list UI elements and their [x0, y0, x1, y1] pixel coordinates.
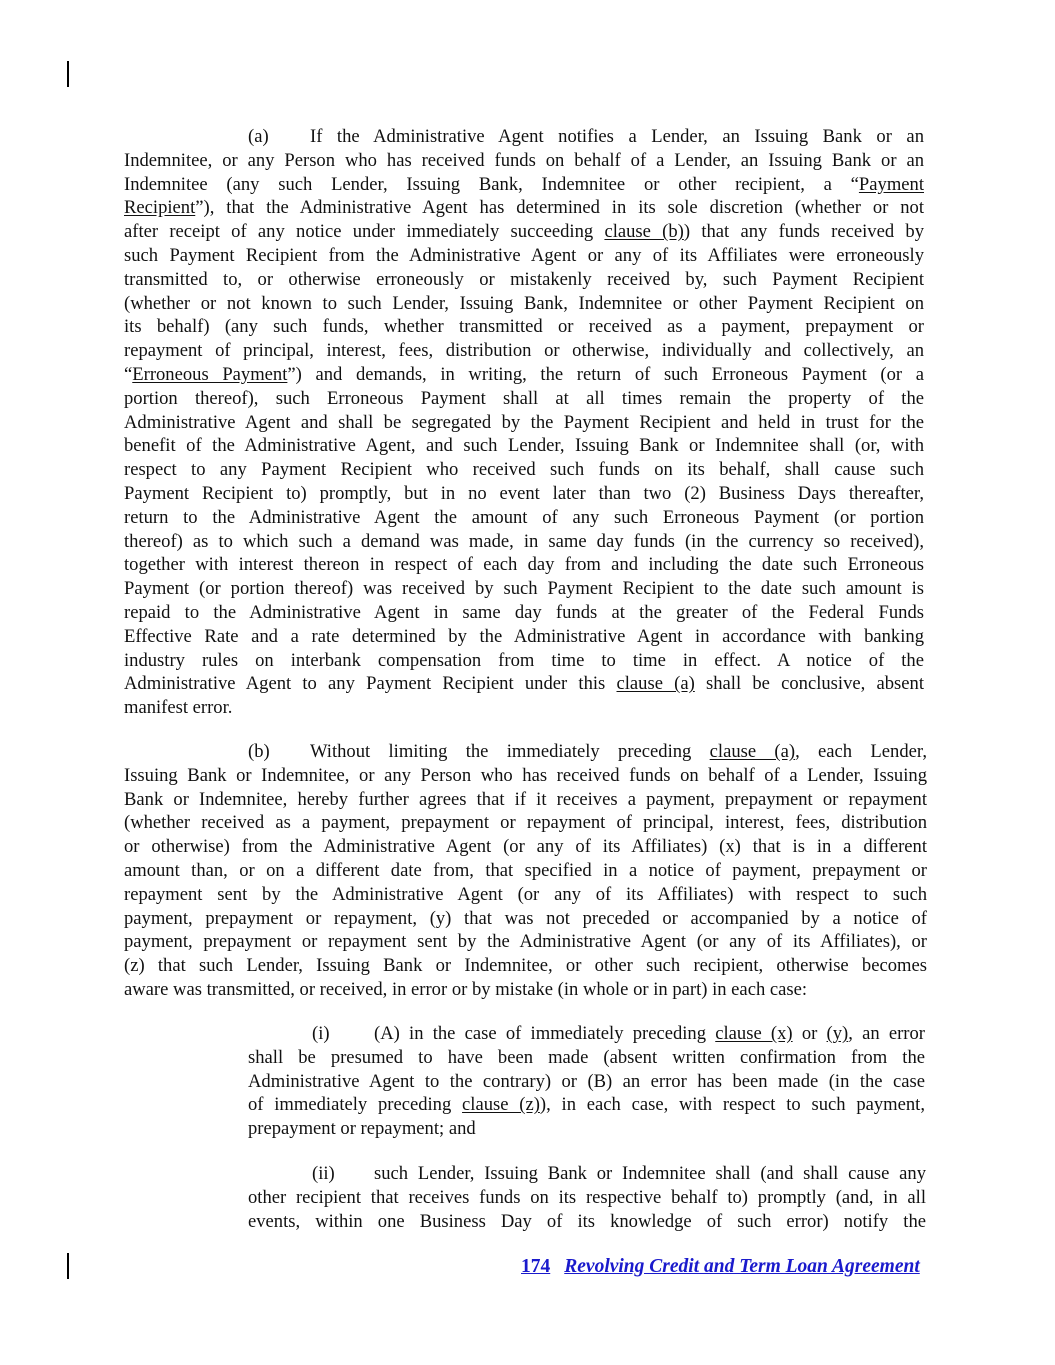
text: portion thereof), such Erroneous Payment shall at all times remain the property of the [124, 387, 924, 409]
text: , an error [848, 1023, 925, 1044]
text: payment, prepayment or repayment, (y) that was not preceded or accompanied by a notice of [124, 907, 927, 929]
para-a-line [124, 149, 924, 173]
text: (z) that such Lender, Issuing Bank or Indemnitee, or other such recipient, otherwise becomes [124, 955, 927, 977]
clause-reference: clause (a) [616, 673, 695, 695]
text: of immediately preceding [248, 1094, 463, 1116]
para-b-line [124, 954, 927, 978]
clause-reference: (y) [826, 1023, 849, 1044]
clause-reference: clause (z) [462, 1094, 540, 1116]
para-ii-label: (ii) [312, 1163, 335, 1184]
para-a-line [124, 125, 924, 149]
text: or otherwise) from the Administrative Agent (or any of its Affiliates) (x) that is in a different [124, 836, 927, 858]
text: ), in each case, with respect to such payment, [539, 1094, 925, 1116]
text: Payment Recipient to) promptly, but in no event later than two (2) Business Days thereafter, [124, 482, 924, 504]
para-a-line [124, 601, 924, 625]
subparagraph-ii [248, 1162, 926, 1233]
para-b-line [124, 859, 927, 883]
para-a-line [124, 506, 924, 530]
para-i-line [248, 1117, 925, 1141]
text: repayment of principal, interest, fees, distribution or otherwise, individually and collectively, an [124, 340, 924, 362]
para-a-line [124, 387, 924, 411]
text: transmitted to, or otherwise erroneously or mistakenly received by, such Payment Recipient [124, 268, 924, 290]
text: Indemnitee (any such Lender, Issuing Bank, Indemnitee or other recipient, a “ [124, 173, 859, 195]
para-b-label: (b) [248, 741, 270, 762]
para-a-line [124, 434, 924, 458]
para-a-line [124, 292, 924, 316]
clause-reference: clause (x) [715, 1023, 793, 1044]
text: ”), that the Administrative Agent has determined in its sole discretion (whether or not [195, 197, 924, 219]
text: thereof) as to which such a demand was made, in same day funds (in the currency so received), [124, 530, 924, 552]
text: benefit of the Administrative Agent, and such Lender, Issuing Bank or Indemnitee shall (or, with [124, 435, 924, 457]
para-a-line [124, 315, 924, 339]
para-b-line [124, 883, 927, 907]
defined-term: Payment [858, 173, 924, 195]
para-i-line [248, 1093, 925, 1117]
document-title-link[interactable]: Revolving Credit and Term Loan Agreement [564, 1256, 920, 1277]
para-a-line [124, 363, 924, 387]
text: repaid to the Administrative Agent in same day funds at the greater of the Federal Funds [124, 601, 924, 623]
para-a-line [124, 196, 924, 220]
text: (A) in the case of immediately preceding [374, 1023, 716, 1044]
para-a-line [124, 482, 924, 506]
text: Administrative Agent and shall be segregated by the Payment Recipient and held in trust for the [124, 411, 924, 433]
text: (whether received as a payment, prepayment or repayment of principal, interest, fees, distribution [124, 812, 927, 834]
clause-reference: clause (a) [709, 741, 796, 762]
text: Bank or Indemnitee, hereby further agrees that if it receives a payment, prepayment or repayment [124, 788, 927, 810]
para-a-line [124, 530, 924, 554]
text: shall be conclusive, absent [694, 673, 924, 695]
para-a-line [124, 220, 924, 244]
text: manifest error. [124, 697, 233, 719]
para-a-line [124, 553, 924, 577]
text: If the Administrative Agent notifies a Lender, an Issuing Bank or an [310, 126, 924, 147]
para-i-line [248, 1070, 925, 1094]
text: after receipt of any notice under immediately succeeding [124, 221, 605, 243]
text: Payment (or portion thereof) was received by such Payment Recipient to the date such amount is [124, 578, 924, 600]
paragraph-a [124, 125, 924, 720]
para-b-line [124, 835, 927, 859]
text: Administrative Agent to any Payment Recipient under this [124, 673, 617, 695]
text: (whether or not known to such Lender, Issuing Bank, Indemnitee or other Payment Recipient on [124, 292, 924, 314]
paragraph-b [124, 740, 927, 1002]
para-i-line [248, 1046, 925, 1070]
para-b-line [124, 740, 927, 764]
change-bar-bottom [67, 1253, 69, 1279]
text: , each Lender, [795, 741, 927, 762]
text: Effective Rate and a rate determined by the Administrative Agent in accordance with banking [124, 625, 924, 647]
text: or [792, 1023, 827, 1044]
text: together with interest thereon in respect of each day from and including the date such Erroneous [124, 554, 924, 576]
para-b-line [124, 764, 927, 788]
para-b-line [124, 907, 927, 931]
text: repayment sent by the Administrative Agent (or any of its Affiliates) with respect to such [124, 883, 927, 905]
text: aware was transmitted, or received, in error or by mistake (in whole or in part) in each case: [124, 978, 808, 1000]
para-b-line [124, 978, 927, 1002]
change-bar-top [67, 61, 69, 87]
text: shall be presumed to have been made (absent written confirmation from the [248, 1046, 925, 1068]
para-b-line [124, 811, 927, 835]
para-ii-line [248, 1186, 926, 1210]
text: ”) and demands, in writing, the return of such Erroneous Payment (or a [287, 363, 924, 385]
para-a-line [124, 458, 924, 482]
text: “ [124, 363, 133, 385]
para-a-line [124, 696, 924, 720]
para-ii-line [248, 1162, 926, 1186]
page-number-link[interactable]: 174 [521, 1256, 551, 1277]
para-i-label: (i) [312, 1023, 330, 1044]
text: events, within one Business Day of its knowledge of such error) notify the [248, 1210, 926, 1232]
defined-term: Recipient [124, 197, 196, 219]
text: such Lender, Issuing Bank or Indemnitee shall (and shall cause any [374, 1163, 926, 1184]
defined-term: Erroneous Payment [132, 363, 288, 385]
para-a-line [124, 244, 924, 268]
text: payment, prepayment or repayment sent by the Administrative Agent (or any of its Affiliates), or [124, 931, 927, 953]
para-a-line [124, 173, 924, 197]
text: amount than, or on a different date from, that specified in a notice of payment, prepayment or [124, 859, 927, 881]
para-a-line [124, 672, 924, 696]
para-a-line [124, 577, 924, 601]
para-a-label: (a) [248, 126, 269, 147]
para-a-line [124, 339, 924, 363]
para-b-line [124, 930, 927, 954]
text: Without limiting the immediately preceding [310, 741, 710, 762]
text: ) that any funds received by [683, 221, 924, 243]
page-footer [521, 1256, 920, 1278]
para-ii-line [248, 1210, 926, 1234]
para-a-line [124, 411, 924, 435]
text: Indemnitee, or any Person who has received funds on behalf of a Lender, an Issuing Bank or an [124, 149, 924, 171]
text: return to the Administrative Agent the amount of any such Erroneous Payment (or portion [124, 506, 924, 528]
text: prepayment or repayment; and [248, 1118, 476, 1140]
text: respect to any Payment Recipient who received such funds on its behalf, shall cause such [124, 459, 924, 481]
clause-reference: clause (b) [604, 221, 684, 243]
text: its behalf) (any such funds, whether transmitted or received as a payment, prepayment or [124, 316, 924, 338]
text: industry rules on interbank compensation from time to time in effect. A notice of the [124, 649, 924, 671]
text: Administrative Agent to the contrary) or (B) an error has been made (in the case [248, 1070, 925, 1092]
para-a-line [124, 649, 924, 673]
text: other recipient that receives funds on its respective behalf to) promptly (and, in all [248, 1186, 926, 1208]
para-b-line [124, 788, 927, 812]
text: Issuing Bank or Indemnitee, or any Person who has received funds on behalf of a Lender, Issuing [124, 764, 927, 786]
para-a-line [124, 268, 924, 292]
subparagraph-i [248, 1022, 925, 1141]
text: such Payment Recipient from the Administrative Agent or any of its Affiliates were erroneously [124, 244, 924, 266]
para-i-line [248, 1022, 925, 1046]
para-a-line [124, 625, 924, 649]
